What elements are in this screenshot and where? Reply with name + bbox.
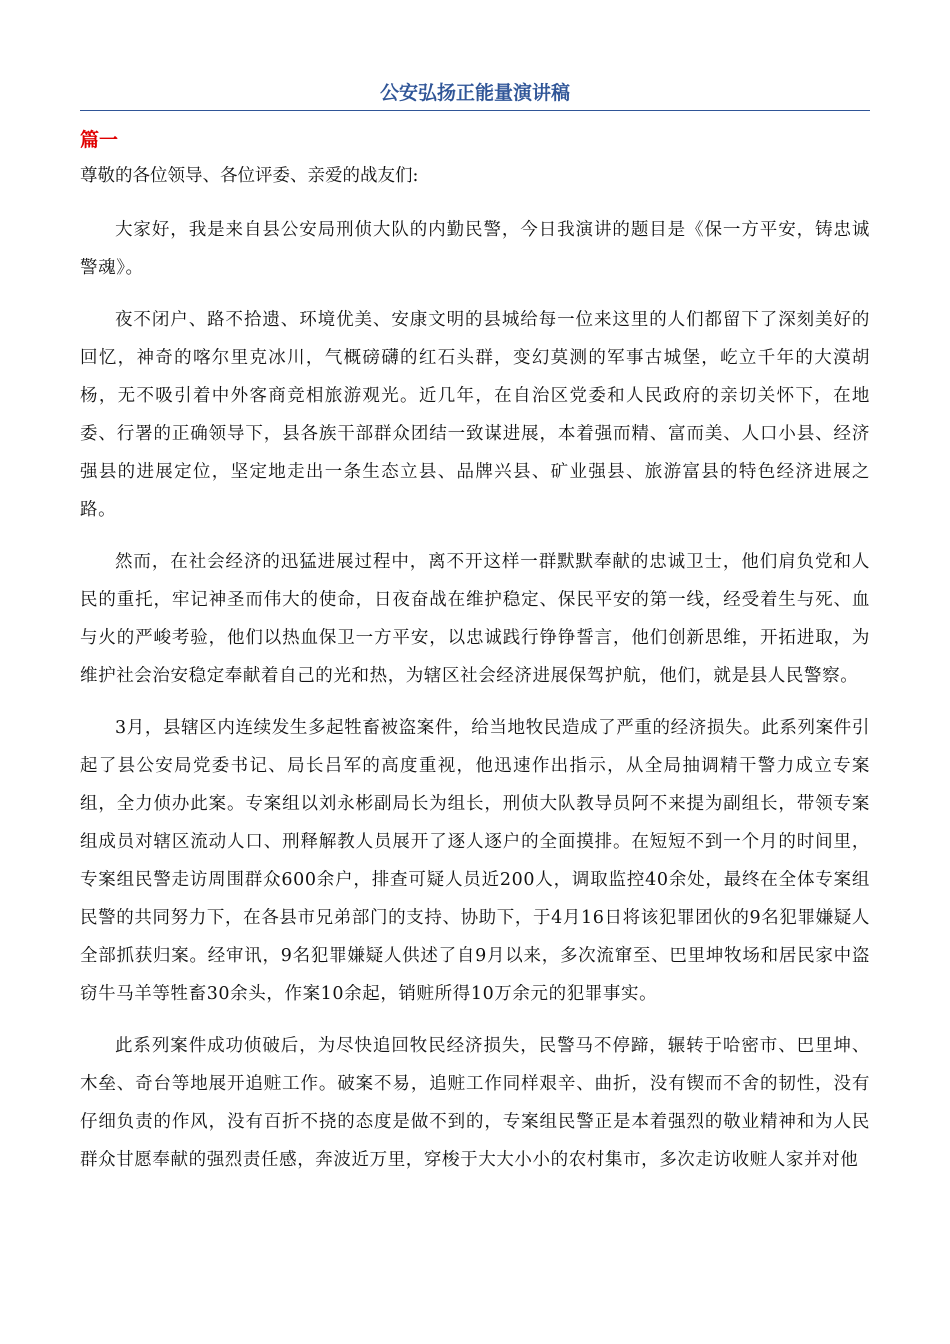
document-title: 公安弘扬正能量演讲稿 [80, 78, 870, 111]
paragraph-recovery: 此系列案件成功侦破后，为尽快追回牧民经济损失，民警马不停蹄，辗转于哈密市、巴里坤、木垒、奇台等地展开追赃工作。破案不易，追赃工作同样艰辛、曲折，没有锲而不舍的韧性，没有仔细负责的作风，没有百折不挠的态度是做不到的，专案组民警正是本着强烈的敬业精神和为人民群众甘愿奉献的强烈责任感，奔波近万里，穿梭于大大小小的农村集市，多次走访收赃人家并对他 [80, 1036, 870, 1170]
paragraph-intro: 大家好，我是来自县公安局刑侦大队的内勤民警，今日我演讲的题目是《保一方平安，铸忠诚警魂》。 [80, 220, 870, 278]
paragraph-police: 然而，在社会经济的迅猛进展过程中，离不开这样一群默默奉献的忠诚卫士，他们肩负党和人民的重托，牢记神圣而伟大的使命，日夜奋战在维护稳定、保民平安的第一线，经受着生与死、血与火的严峻考验，他们以热血保卫一方平安，以忠诚践行铮铮誓言，他们创新思维，开拓进取，为维护社会治安稳定奉献着自己的光和热，为辖区社会经济进展保驾护航，他们，就是县人民警察。 [80, 552, 870, 686]
paragraph-case: 3月，县辖区内连续发生多起牲畜被盗案件，给当地牧民造成了严重的经济损失。此系列案件引起了县公安局党委书记、局长吕军的高度重视，他迅速作出指示，从全局抽调精干警力成立专案组，全力侦办此案。专案组以刘永彬副局长为组长，刑侦大队教导员阿不来提为副组长，带领专案组成员对辖区流动人口、刑释解教人员展开了逐人逐户的全面摸排。在短短不到一个月的时间里，专案组民警走访周围群众600余户，排查可疑人员近200人，调取监控40余处，最终在全体专案组民警的共同努力下，在各县市兄弟部门的支持、协助下，于4月16日将该犯罪团伙的9名犯罪嫌疑人全部抓获归案。经审讯，9名犯罪嫌疑人供述了自9月以来，多次流窜至、巴里坤牧场和居民家中盗窃牛马羊等牲畜30余头，作案10余起，销赃所得10万余元的犯罪事实。 [80, 718, 870, 1004]
document-page [80, 78, 870, 1179]
section-heading: 篇一 [80, 129, 119, 151]
paragraph-county: 夜不闭户、路不拾遗、环境优美、安康文明的县城给每一位来这里的人们都留下了深刻美好的回忆，神奇的喀尔里克冰川，气概磅礴的红石头群，变幻莫测的军事古城堡，屹立千年的大漠胡杨，无不吸引着中外客商竞相旅游观光。近几年，在自治区党委和人民政府的亲切关怀下，在地委、行署的正确领导下，县各族干部群众团结一致谋进展，本着强而精、富而美、人口小县、经济强县的进展定位，坚定地走出一条生态立县、品牌兴县、矿业强县、旅游富县的特色经济进展之路。 [80, 310, 870, 520]
salutation: 尊敬的各位领导、各位评委、亲爱的战友们: [80, 166, 419, 186]
